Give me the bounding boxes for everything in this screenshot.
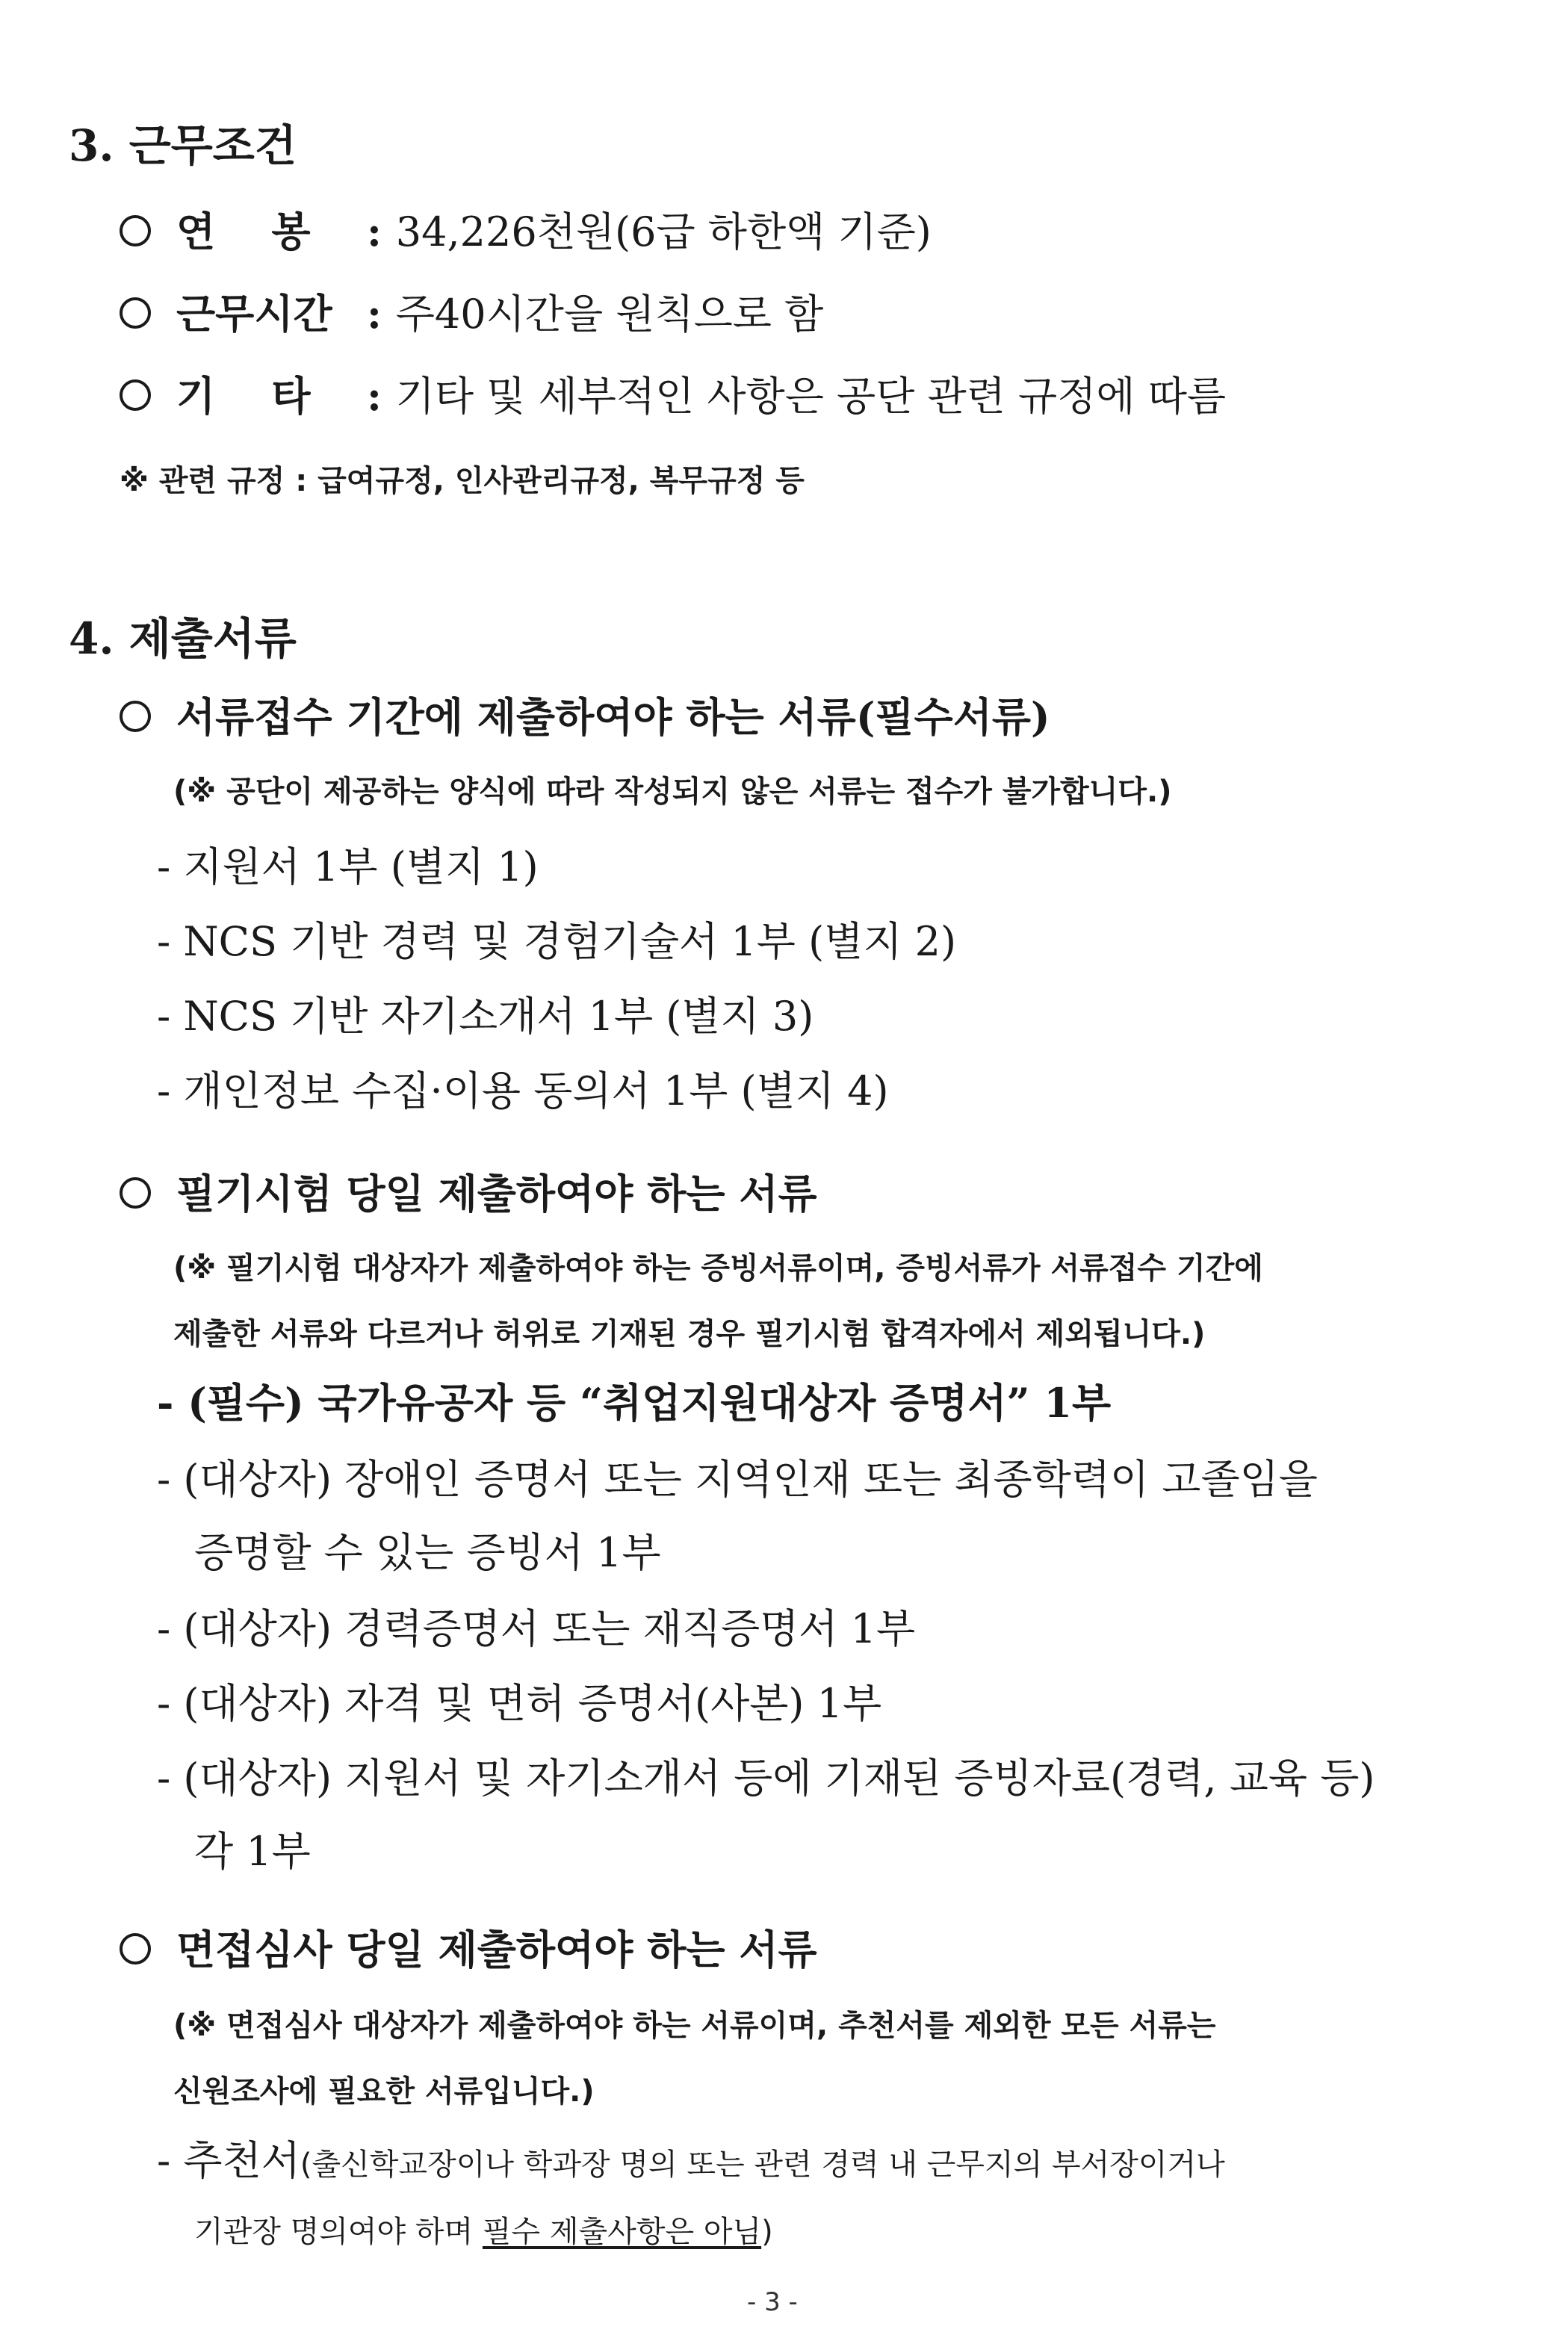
group2-heading (120, 1162, 817, 1220)
circle-bullet-icon (120, 297, 151, 329)
group1-item-2: - NCS 기반 경력 및 경험기술서 1부 (별지 2) (157, 918, 957, 965)
group3-heading-text: 면접심사 당일 제출하여야 하는 서류 (176, 1926, 817, 1973)
circle-bullet-icon (120, 1933, 151, 1965)
recommendation-optional-note: 필수 제출사항은 아님 (482, 2215, 762, 2249)
circle-bullet-icon (120, 1177, 151, 1209)
group2-item-5-line2: 각 1부 (194, 1828, 311, 1875)
group2-note-line2: 제출한 서류와 다르거나 허위로 기재된 경우 필기시험 합격자에서 제외됩니다.) (173, 1317, 1206, 1351)
circle-bullet-icon (120, 379, 151, 411)
page-number: - 3 - (747, 2287, 798, 2317)
group3-note-line1: (※ 면접심사 대상자가 제출하여야 하는 서류이며, 추천서를 제외한 모든 서류는 (173, 2009, 1216, 2043)
group1-heading-text: 서류접수 기간에 제출하여야 하는 서류(필수서류) (176, 693, 1050, 741)
group2-note-line1: (※ 필기시험 대상자가 제출하여야 하는 증빙서류이며, 증빙서류가 서류접수 기간에 (173, 1251, 1263, 1286)
recommendation-prefix: - 추천서 (157, 2137, 300, 2184)
circle-bullet-icon (120, 701, 151, 732)
condition-etc (120, 365, 1226, 422)
group1-item-3: - NCS 기반 자기소개서 1부 (별지 3) (157, 993, 814, 1040)
group1-item-1: - 지원서 1부 (별지 1) (157, 843, 539, 890)
hours-label: 근무시간 (176, 290, 332, 338)
section-3-title: 3. 근무조건 (69, 120, 297, 171)
circle-bullet-icon (120, 215, 151, 246)
hours-sep: : (367, 290, 382, 338)
group2-item-1: - (필수) 국가유공자 등 “취업지원대상자 증명서” 1부 (157, 1379, 1112, 1427)
recommendation-close-paren: ) (761, 2215, 773, 2249)
recommendation-detail: (출신학교장이나 학과장 명의 또는 관련 경력 내 근무지의 부서장이거나 (300, 2148, 1225, 2182)
group2-item-5-line1: - (대상자) 지원서 및 자기소개서 등에 기재된 증빙자료(경력, 교육 등) (157, 1755, 1375, 1802)
group3-note-line2: 신원조사에 필요한 서류입니다.) (173, 2074, 595, 2109)
group3-item-1-line1 (157, 2129, 1225, 2186)
condition-salary (120, 200, 932, 258)
group2-item-3: - (대상자) 경력증명서 또는 재직증명서 1부 (157, 1605, 916, 1652)
group2-item-2-line2: 증명할 수 있는 증빙서 1부 (194, 1529, 661, 1576)
condition-hours (120, 282, 823, 340)
etc-value: 기타 및 세부적인 사항은 공단 관련 규정에 따름 (395, 373, 1227, 420)
group2-item-4: - (대상자) 자격 및 면허 증명서(사본) 1부 (157, 1680, 882, 1727)
group2-heading-text: 필기시험 당일 제출하여야 하는 서류 (176, 1170, 817, 1218)
group3-item-1-line2 (194, 2208, 773, 2251)
section-4-title: 4. 제출서류 (69, 613, 297, 664)
group1-heading (120, 686, 1050, 743)
group1-note: (※ 공단이 제공하는 양식에 따라 작성되지 않은 서류는 접수가 불가합니다.) (173, 775, 1172, 809)
salary-value: 34,226천원(6급 하한액 기준) (395, 208, 932, 255)
salary-sep: : (367, 208, 382, 255)
group2-item-2-line1: - (대상자) 장애인 증명서 또는 지역인재 또는 최종학력이 고졸임을 (157, 1456, 1318, 1503)
group1-item-4: - 개인정보 수집·이용 동의서 1부 (별지 4) (157, 1067, 889, 1114)
hours-value: 주40시간을 원칙으로 함 (395, 291, 824, 338)
salary-label: 연 봉 (176, 208, 311, 255)
etc-sep: : (367, 372, 382, 420)
group3-heading (120, 1918, 817, 1976)
recommendation-detail-plain: 기관장 명의여야 하며 (194, 2215, 483, 2249)
regulation-note: ※ 관련 규정 : 급여규정, 인사관리규정, 복무규정 등 (120, 464, 805, 498)
etc-label: 기 타 (176, 372, 311, 420)
